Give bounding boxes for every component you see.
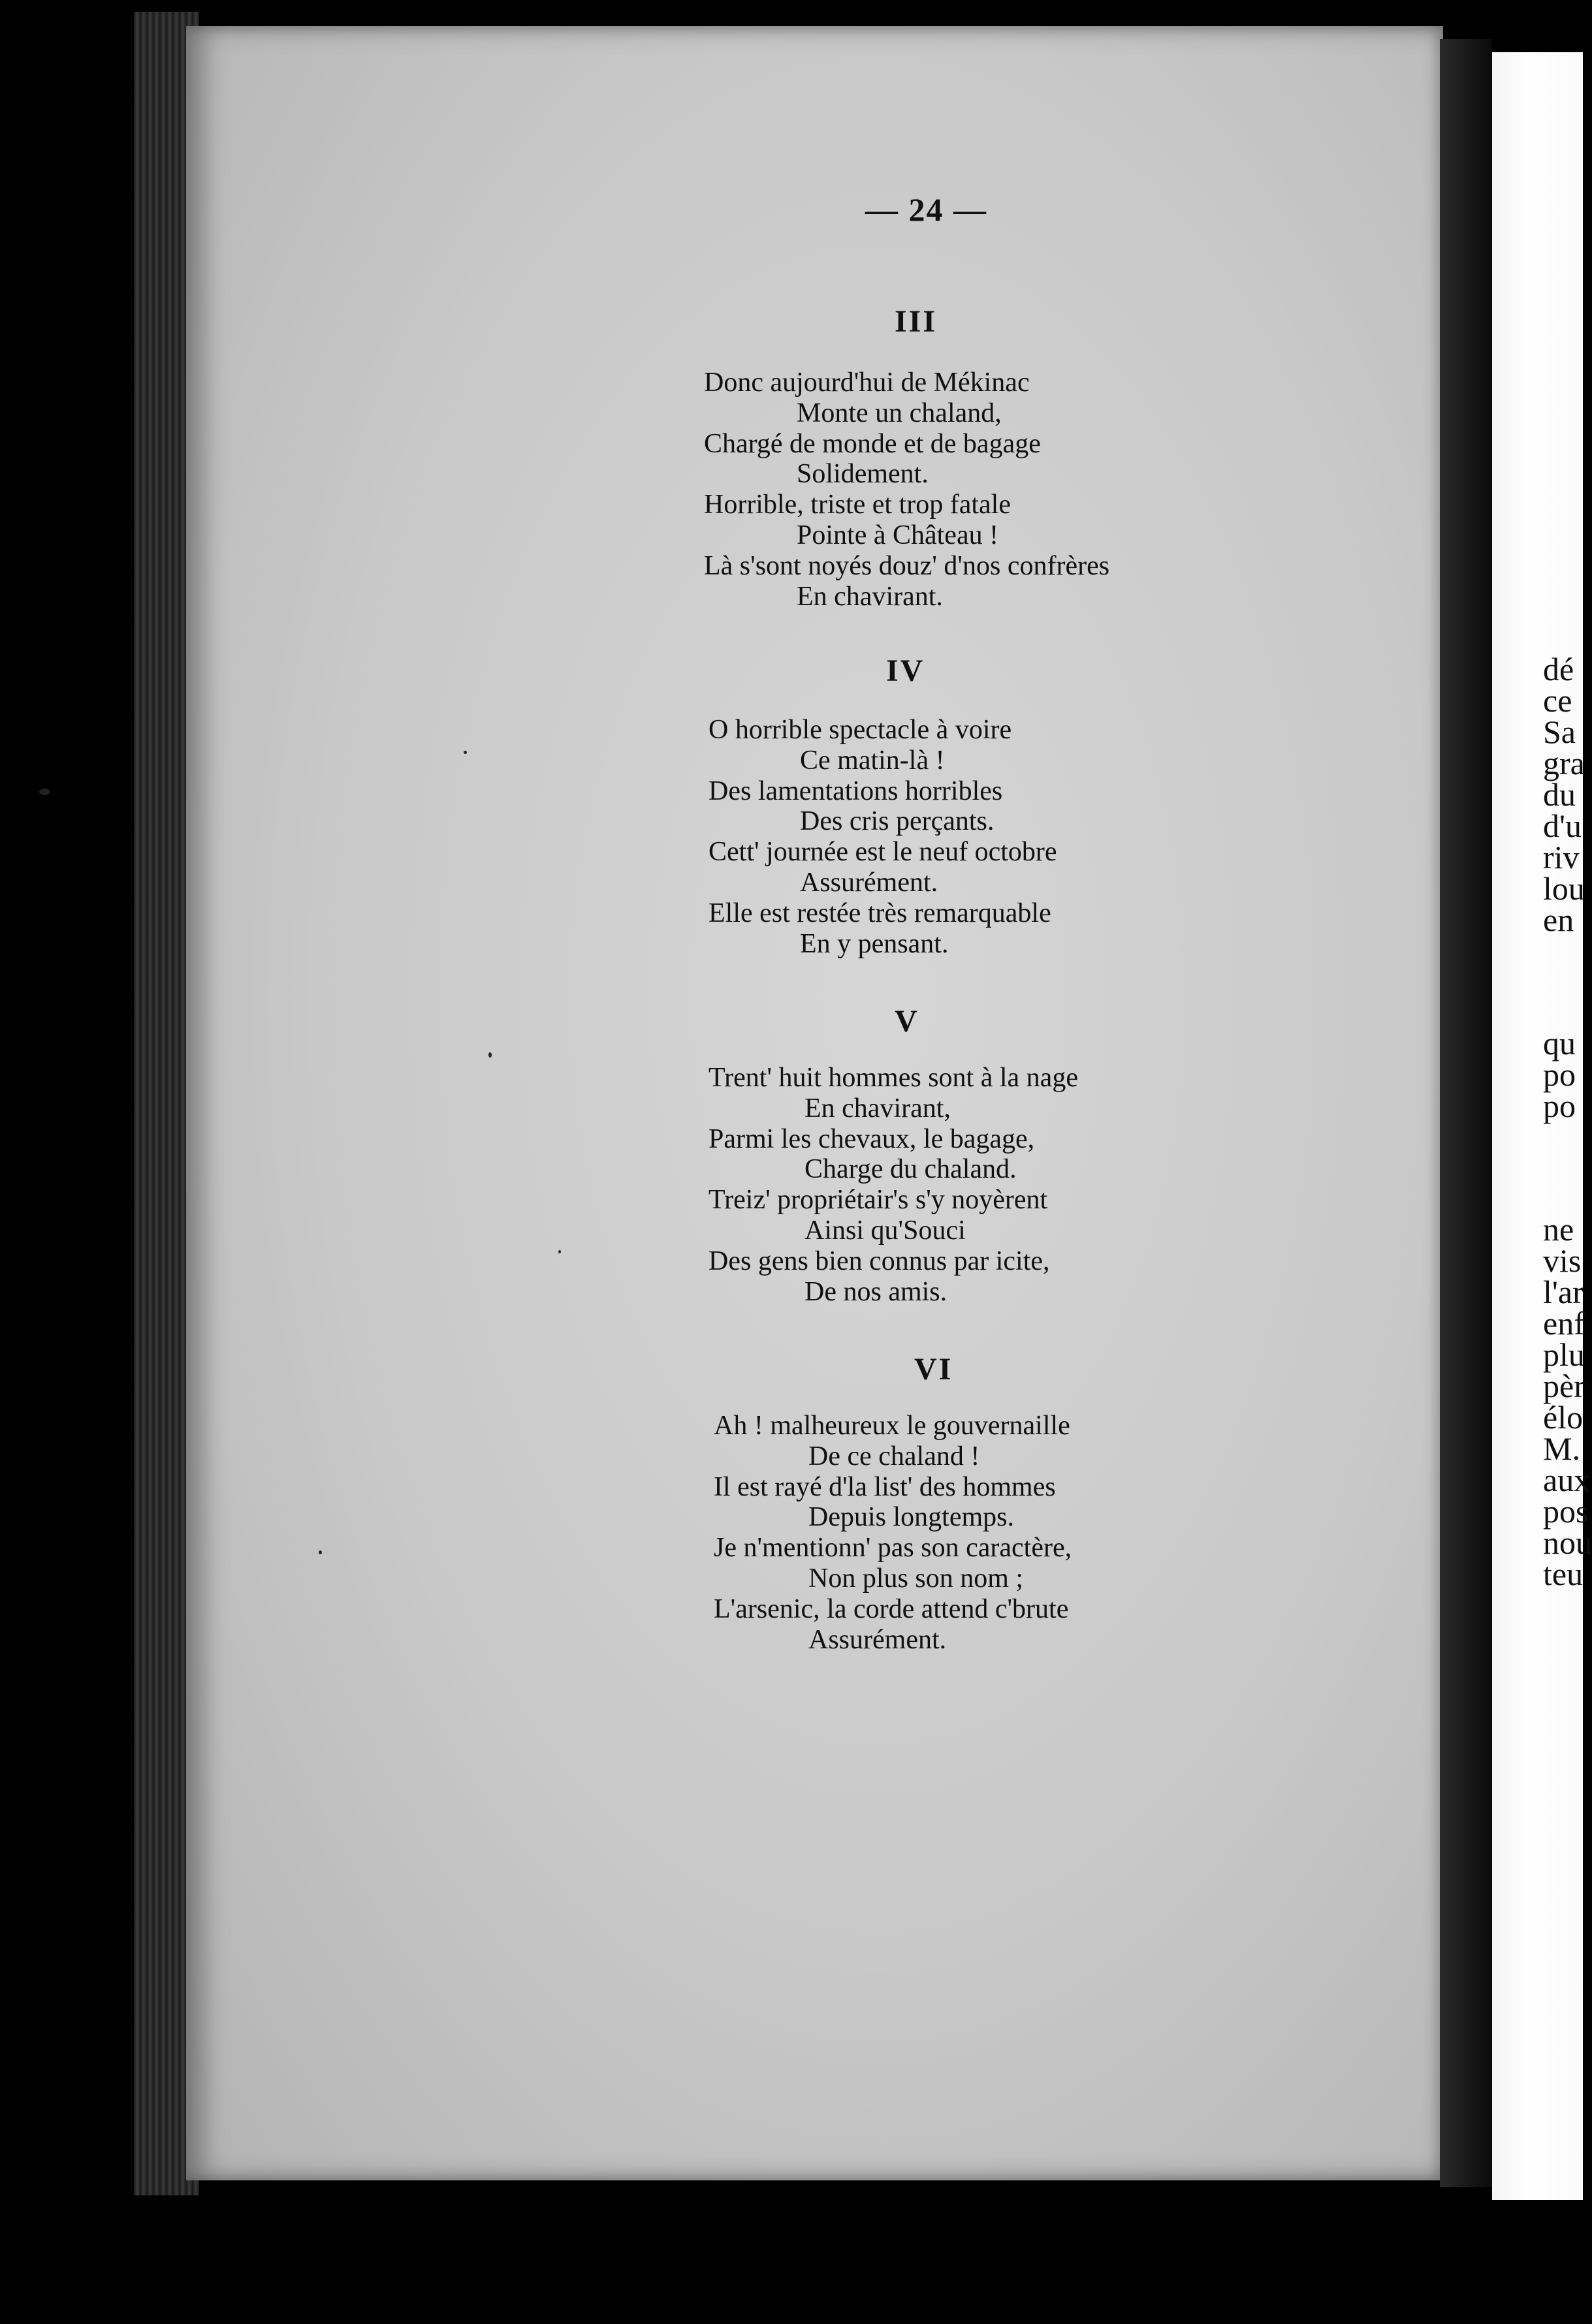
facing-page-text: dé [1543,651,1574,687]
verse-line: De ce chaland ! [808,1441,980,1471]
facing-page-text: du [1543,776,1576,813]
facing-page-text: plu [1543,1336,1585,1373]
verse-line: Des lamentations horribles [708,776,1003,806]
facing-page-text: élo [1543,1399,1584,1436]
page-number: — 24 — [865,191,987,228]
facing-page-text: nou [1543,1524,1592,1561]
verse-line: Assurément. [808,1625,947,1655]
dust-speck [319,1550,322,1554]
facing-page-text: gra [1543,745,1585,781]
verse-line: Horrible, triste et trop fatale [704,490,1011,520]
facing-page-text: teu [1543,1556,1584,1592]
verse-line: En chavirant. [797,582,943,612]
stanza-numeral: VI [914,1352,953,1387]
facing-page-text: qu [1543,1025,1576,1061]
facing-page-text: l'ar [1543,1274,1584,1310]
verse-line: Monte un chaland, [797,398,1002,428]
verse-line: Donc aujourd'hui de Mékinac [704,368,1030,398]
facing-page-text: d'u [1543,808,1582,844]
facing-page-text: M. [1543,1430,1580,1467]
verse-line: Ce matin-là ! [800,746,945,776]
verse-line: Cett' journée est le neuf octobre [708,837,1057,867]
stanza-numeral: III [895,304,938,339]
verse-line: Pointe à Château ! [797,520,999,550]
facing-page-text: po [1543,1056,1576,1093]
verse-line: Assurément. [800,868,938,898]
facing-page-text: ce [1543,682,1572,719]
verse-line: Des gens bien connus par icite, [708,1246,1050,1276]
facing-page-text: en [1543,902,1574,938]
dust-speck [558,1250,561,1253]
facing-page-text: lou [1543,870,1585,907]
facing-page-text: Sa [1543,714,1576,750]
verse-line: Charge du chaland. [804,1154,1017,1184]
verse-line: Depuis longtemps. [808,1502,1014,1532]
verse-line: En chavirant, [804,1093,951,1123]
facing-page-text: pos [1543,1493,1589,1530]
verse-line: O horrible spectacle à voire [708,715,1012,745]
dust-speck [464,751,467,754]
facing-page-text: enf [1543,1305,1585,1342]
verse-line: L'arsenic, la corde attend c'brute [714,1594,1069,1624]
verse-line: Ah ! malheureux le gouvernaille [714,1411,1070,1441]
verse-line: Parmi les chevaux, le bagage, [708,1124,1035,1154]
verse-line: Je n'mentionn' pas son caractère, [714,1533,1072,1563]
verse-line: Il est rayé d'la list' des hommes [714,1472,1056,1502]
facing-page-text: aux [1543,1462,1591,1498]
verse-line: Là s'sont noyés douz' d'nos confrères [704,551,1110,581]
verse-line: Treiz' propriétair's s'y noyèrent [708,1185,1048,1215]
verse-line: Non plus son nom ; [808,1563,1024,1594]
verse-line: Solidement. [797,459,929,489]
facing-page-text: po [1543,1088,1576,1124]
verse-line: Trent' huit hommes sont à la nage [708,1063,1078,1093]
facing-page-text: riv [1543,839,1580,875]
dust-speck [488,1052,492,1058]
facing-page-text: ne [1543,1211,1574,1248]
verse-line: De nos amis. [804,1277,947,1307]
dust-speck [39,789,50,795]
stanza-numeral: IV [886,653,925,688]
stanza-numeral: V [895,1004,919,1039]
verse-line: Ainsi qu'Souci [804,1216,966,1246]
verse-line: Elle est restée très remarquable [708,898,1051,928]
verse-line: En y pensant. [800,929,949,959]
verse-line: Chargé de monde et de bagage [704,429,1041,459]
facing-page-text: pèr [1543,1368,1585,1404]
facing-page-text: vis [1543,1242,1582,1279]
verse-line: Des cris perçants. [800,806,995,836]
